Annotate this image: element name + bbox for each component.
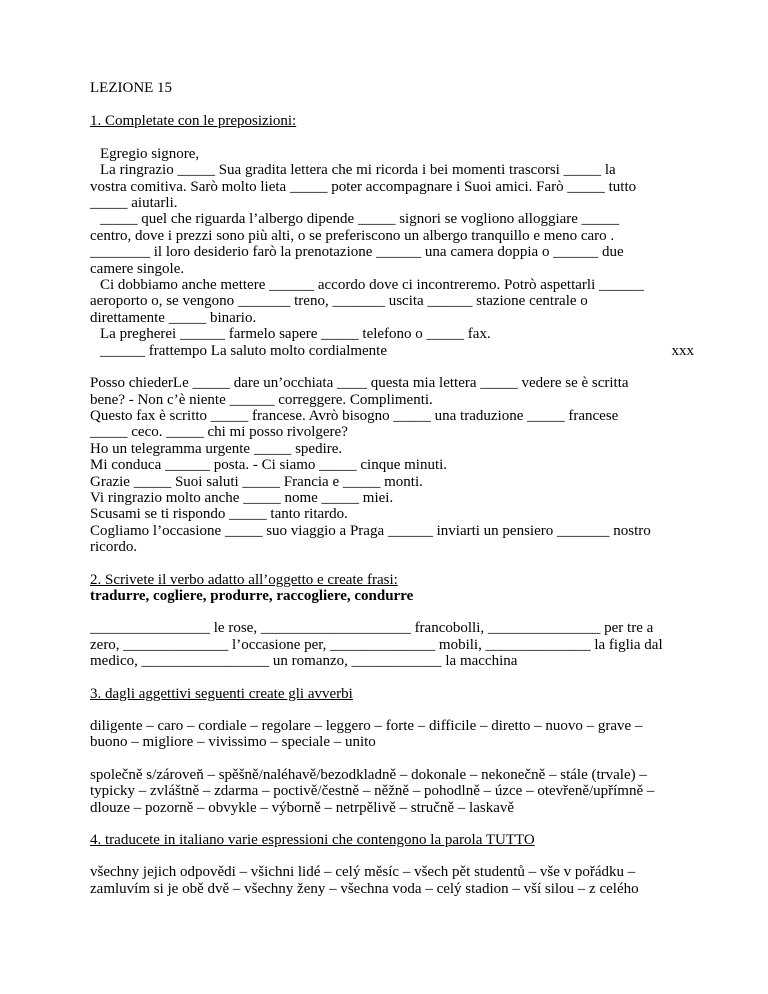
verb-exercise-line: zero, ______________ l’occasione per, ______________ mobili, ______________ la figlia dal	[90, 636, 663, 653]
letter-signature: xxx	[671, 342, 694, 359]
sentence-line: Vi ringrazio molto anche _____ nome _____ miei.	[90, 489, 394, 506]
verb-exercise-line: medico, _________________ un romanzo, ____________ la macchina	[90, 653, 518, 670]
letter-line: La pregherei ______ farmelo sapere _____ telefono o _____ fax.	[100, 326, 491, 343]
letter-line: centro, dove i prezzi sono più alti, o se preferiscono un albergo tranquillo e meno caro .	[90, 227, 615, 244]
adverb-line: dlouze – pozorně – obvykle – výborně – netrpělivě – stručně – laskavě	[90, 799, 515, 816]
verb-list: tradurre, cogliere, produrre, raccogliere, condurre	[90, 587, 414, 604]
letter-line: direttamente _____ binario.	[90, 309, 257, 326]
sentence-line: Mi conduca ______ posta. - Ci siamo _____ cinque minuti.	[90, 457, 448, 474]
document-page	[90, 80, 694, 897]
section-1-heading: 1. Completate con le preposizioni:	[90, 113, 297, 130]
letter-closing: ______ frattempo La saluto molto cordialmente	[100, 342, 388, 359]
sentence-line: bene? - Non c’è niente ______ correggere. Complimenti.	[90, 391, 433, 408]
adverb-line: společně s/zároveň – spěšně/naléhavě/bezodkladně – dokonale – nekonečně – stále (trvale) –	[90, 766, 647, 783]
lesson-title: LEZIONE 15	[90, 80, 173, 96]
sentence-line: Questo fax è scritto _____ francese. Avrò bisogno _____ una traduzione _____ francese	[90, 407, 619, 424]
section-3-heading: 3. dagli aggettivi seguenti create gli avverbi	[90, 685, 353, 702]
adjective-line: buono – migliore – vivissimo – speciale – unito	[90, 734, 376, 751]
letter-line: camere singole.	[90, 260, 185, 277]
tutto-line: všechny jejich odpovědi – všichni lidé – celý měsíc – všech pět studentů – vše v pořádku –	[90, 864, 636, 881]
letter-exercise	[90, 145, 694, 359]
letter-line: La ringrazio _____ Sua gradita lettera che mi ricorda i bei momenti trascorsi _____ la	[100, 162, 616, 179]
letter-line: aeroporto o, se vengono _______ treno, _______ uscita ______ stazione centrale o	[90, 293, 588, 310]
letter-line: Ci dobbiamo anche mettere ______ accordo dove ci incontreremo. Potrò aspettarli ______	[100, 277, 645, 294]
sentence-exercise	[90, 375, 690, 555]
tutto-line: zamluvím si je obě dvě – všechny ženy – všechna voda – celý stadion – vší silou – z celého	[90, 880, 639, 897]
sentence-line: Scusami se ti rispondo _____ tanto ritardo.	[90, 506, 348, 523]
adjective-line: diligente – caro – cordiale – regolare – leggero – forte – difficile – diretto – nuovo – grave –	[90, 718, 643, 734]
section-4-heading: 4. traducete in italiano varie espressioni che contengono la parola TUTTO	[90, 832, 535, 849]
sentence-line: Grazie _____ Suoi saluti _____ Francia e _____ monti.	[90, 473, 423, 490]
section-2-heading: 2. Scrivete il verbo adatto all’oggetto e create frasi:	[90, 571, 398, 588]
letter-line: _____ quel che riguarda l’albergo dipende _____ signori se vogliono alloggiare _____	[100, 211, 620, 228]
sentence-line: Cogliamo l’occasione _____ suo viaggio a Praga ______ inviarti un pensiero _______ nostro	[90, 522, 651, 539]
sentence-line: _____ ceco. _____ chi mi posso rivolgere?	[90, 424, 348, 441]
sentence-line: Ho un telegramma urgente _____ spedire.	[90, 440, 343, 457]
letter-line: vostra comitiva. Sarò molto lieta _____ poter accompagnare i Suoi amici. Farò _____ tutto	[90, 178, 637, 195]
verb-exercise-line: ________________ le rose, ____________________ francobolli, _______________ per tre a	[90, 620, 654, 637]
letter-line: Egregio signore,	[100, 145, 200, 162]
adverb-line: typicky – zvláštně – zdarma – poctivě/čestně – něžně – pohodlně – úzce – otevřeně/upřímně –	[90, 783, 655, 800]
sentence-line: Posso chiederLe _____ dare un’occhiata ____ questa mia lettera _____ vedere se è scritta	[90, 375, 629, 392]
letter-closing-row	[90, 343, 694, 359]
sentence-line: ricordo.	[90, 539, 138, 556]
letter-line: _____ aiutarli.	[90, 195, 178, 212]
letter-line: ________ il loro desiderio farò la prenotazione ______ una camera doppia o ______ due	[90, 244, 624, 261]
